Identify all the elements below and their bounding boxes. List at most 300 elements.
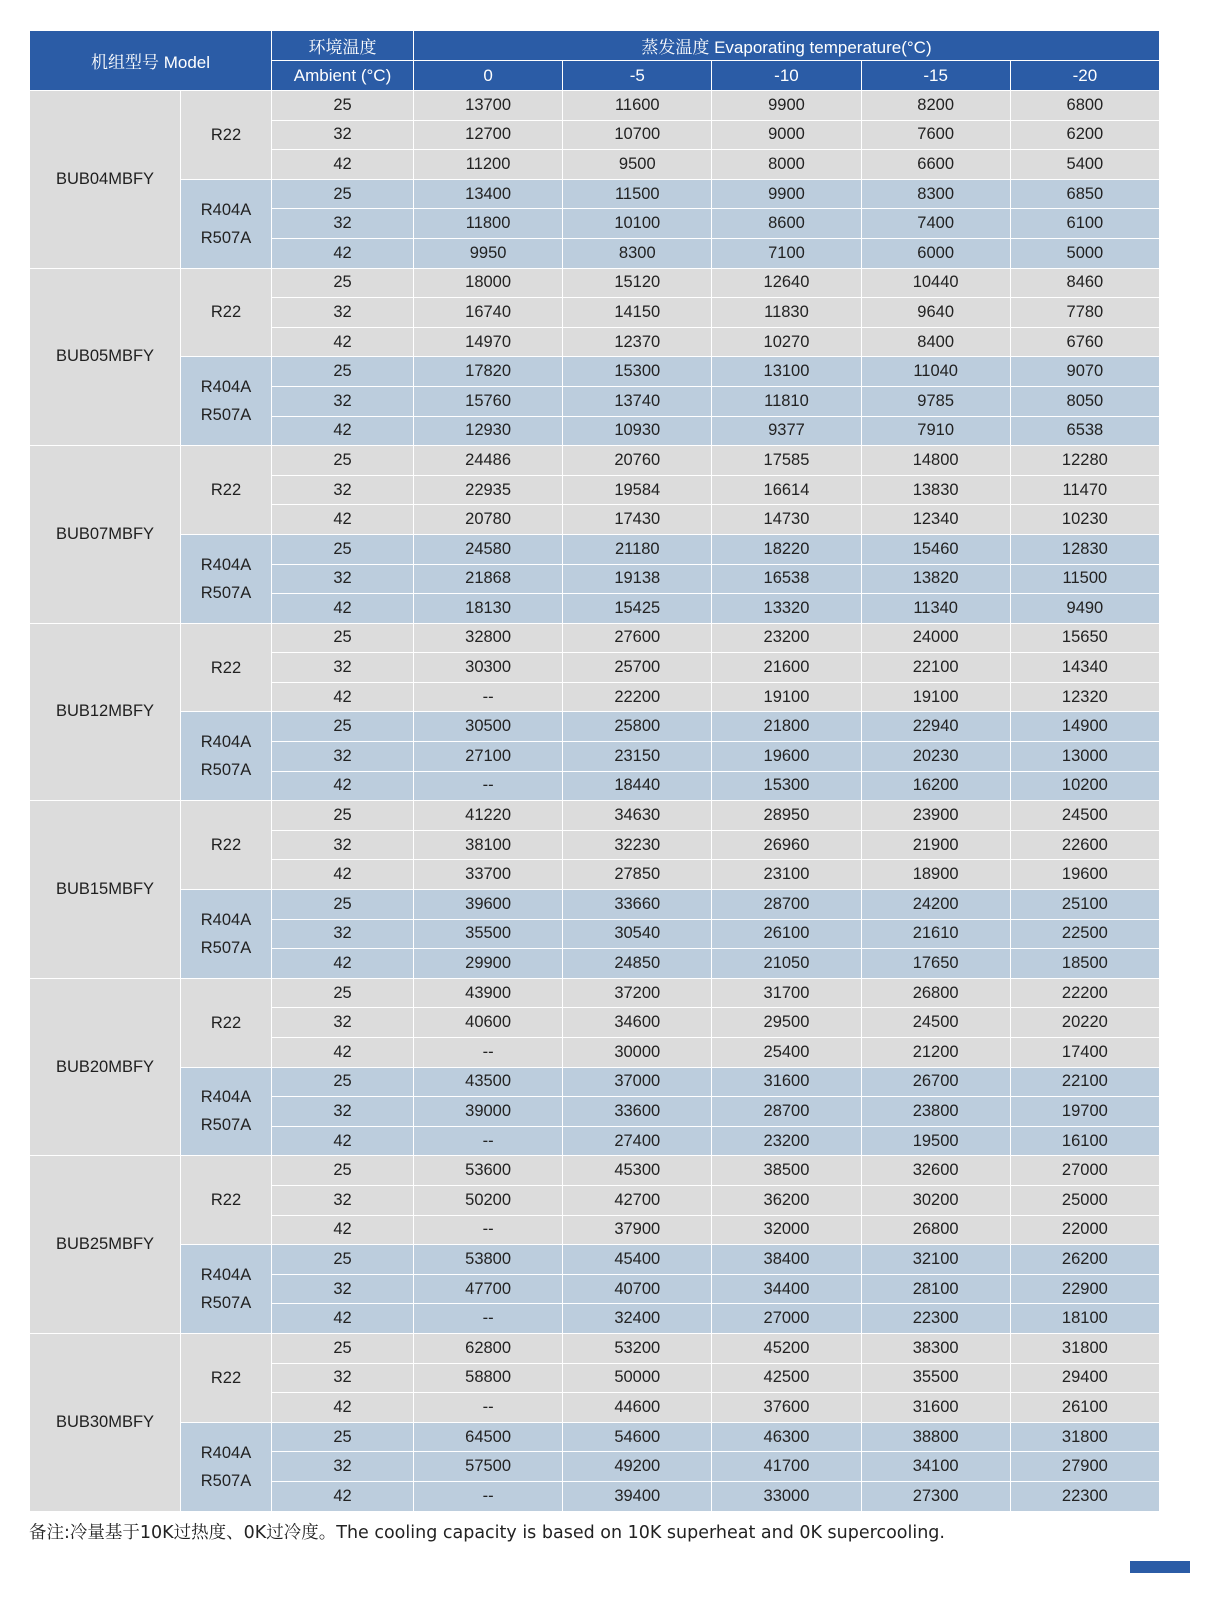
- capacity-value-cell: 16100: [1010, 1126, 1159, 1156]
- table-row: [30, 1422, 1160, 1452]
- refrigerant-cell: [181, 623, 272, 712]
- refrigerant-label: R507A: [200, 228, 252, 247]
- ambient-temp-cell: 32: [272, 1185, 414, 1215]
- capacity-value-cell: 17430: [563, 505, 712, 535]
- refrigerant-cell: [181, 1245, 272, 1334]
- capacity-value-cell: 5000: [1010, 238, 1159, 268]
- refrigerant-label: R404A: [200, 1088, 252, 1107]
- capacity-value-cell: --: [414, 1038, 563, 1068]
- capacity-value-cell: 22200: [563, 682, 712, 712]
- ambient-temp-cell: 25: [272, 801, 414, 831]
- ambient-temp-cell: 42: [272, 771, 414, 801]
- ambient-temp-cell: 25: [272, 1067, 414, 1097]
- capacity-value-cell: 32230: [563, 830, 712, 860]
- capacity-value-cell: 15425: [563, 594, 712, 624]
- capacity-value-cell: 39600: [414, 890, 563, 920]
- capacity-value-cell: 13000: [1010, 742, 1159, 772]
- ambient-temp-cell: 32: [272, 653, 414, 683]
- model-name-cell: BUB04MBFY: [30, 91, 181, 269]
- ambient-temp-cell: 42: [272, 505, 414, 535]
- capacity-value-cell: 23150: [563, 742, 712, 772]
- table-row: [30, 268, 1160, 298]
- capacity-value-cell: 33660: [563, 890, 712, 920]
- ambient-temp-cell: 25: [272, 1245, 414, 1275]
- capacity-value-cell: 23800: [861, 1097, 1010, 1127]
- capacity-value-cell: 17400: [1010, 1038, 1159, 1068]
- ambient-temp-cell: 32: [272, 1097, 414, 1127]
- table-row: [30, 801, 1160, 831]
- ambient-temp-cell: 25: [272, 978, 414, 1008]
- refrigerant-label: R507A: [200, 1116, 252, 1135]
- evap-temp-header: -10: [712, 61, 861, 91]
- ambient-temp-cell: 25: [272, 1156, 414, 1186]
- capacity-value-cell: 16740: [414, 298, 563, 328]
- capacity-value-cell: 10440: [861, 268, 1010, 298]
- refrigerant-cell: [181, 534, 272, 623]
- ambient-temp-cell: 42: [272, 949, 414, 979]
- refrigerant-label: R404A: [200, 378, 252, 397]
- capacity-value-cell: 13700: [414, 91, 563, 121]
- capacity-value-cell: 9785: [861, 386, 1010, 416]
- capacity-value-cell: 12370: [563, 327, 712, 357]
- capacity-value-cell: 24500: [1010, 801, 1159, 831]
- ambient-temp-cell: 32: [272, 742, 414, 772]
- table-row: [30, 623, 1160, 653]
- capacity-value-cell: 37900: [563, 1215, 712, 1245]
- capacity-value-cell: 22935: [414, 475, 563, 505]
- capacity-value-cell: 19100: [712, 682, 861, 712]
- capacity-value-cell: 27000: [1010, 1156, 1159, 1186]
- refrigerant-label: R22: [210, 303, 242, 322]
- capacity-value-cell: 8000: [712, 150, 861, 180]
- capacity-value-cell: 38300: [861, 1333, 1010, 1363]
- capacity-value-cell: 7780: [1010, 298, 1159, 328]
- capacity-value-cell: 30000: [563, 1038, 712, 1068]
- capacity-value-cell: 15460: [861, 534, 1010, 564]
- capacity-value-cell: 6600: [861, 150, 1010, 180]
- capacity-value-cell: 49200: [563, 1452, 712, 1482]
- evap-temp-header: -20: [1010, 61, 1159, 91]
- model-name-cell: BUB12MBFY: [30, 623, 181, 801]
- capacity-value-cell: 23100: [712, 860, 861, 890]
- capacity-value-cell: 16614: [712, 475, 861, 505]
- capacity-value-cell: 25700: [563, 653, 712, 683]
- capacity-value-cell: 31600: [861, 1393, 1010, 1423]
- capacity-value-cell: 11470: [1010, 475, 1159, 505]
- capacity-value-cell: 22500: [1010, 919, 1159, 949]
- capacity-value-cell: 53200: [563, 1333, 712, 1363]
- capacity-value-cell: 40600: [414, 1008, 563, 1038]
- capacity-value-cell: 27400: [563, 1126, 712, 1156]
- ambient-temp-cell: 42: [272, 327, 414, 357]
- capacity-value-cell: 9640: [861, 298, 1010, 328]
- table-row: [30, 1245, 1160, 1275]
- evap-temp-header: 0: [414, 61, 563, 91]
- evap-temp-header: -5: [563, 61, 712, 91]
- table-row: [30, 890, 1160, 920]
- capacity-value-cell: 13830: [861, 475, 1010, 505]
- capacity-value-cell: 26100: [712, 919, 861, 949]
- capacity-value-cell: 31700: [712, 978, 861, 1008]
- capacity-value-cell: 8300: [861, 179, 1010, 209]
- capacity-value-cell: 18220: [712, 534, 861, 564]
- capacity-value-cell: 14800: [861, 446, 1010, 476]
- capacity-value-cell: 27600: [563, 623, 712, 653]
- capacity-value-cell: 11040: [861, 357, 1010, 387]
- ambient-temp-cell: 25: [272, 357, 414, 387]
- ambient-temp-cell: 25: [272, 890, 414, 920]
- capacity-value-cell: 28700: [712, 1097, 861, 1127]
- capacity-value-cell: 45200: [712, 1333, 861, 1363]
- capacity-value-cell: 24500: [861, 1008, 1010, 1038]
- capacity-value-cell: 22100: [1010, 1067, 1159, 1097]
- capacity-value-cell: 32000: [712, 1215, 861, 1245]
- table-row: [30, 446, 1160, 476]
- capacity-value-cell: 10230: [1010, 505, 1159, 535]
- table-row: [30, 1333, 1160, 1363]
- capacity-value-cell: 22300: [1010, 1481, 1159, 1511]
- capacity-value-cell: 13740: [563, 386, 712, 416]
- capacity-value-cell: 13100: [712, 357, 861, 387]
- capacity-value-cell: 13400: [414, 179, 563, 209]
- ambient-temp-cell: 42: [272, 682, 414, 712]
- capacity-value-cell: 22940: [861, 712, 1010, 742]
- capacity-value-cell: 22300: [861, 1304, 1010, 1334]
- capacity-value-cell: 6800: [1010, 91, 1159, 121]
- capacity-value-cell: 30300: [414, 653, 563, 683]
- refrigerant-label: R507A: [200, 761, 252, 780]
- capacity-value-cell: 22900: [1010, 1274, 1159, 1304]
- refrigerant-label: R22: [210, 1013, 242, 1032]
- model-name-cell: BUB20MBFY: [30, 978, 181, 1156]
- capacity-value-cell: 8050: [1010, 386, 1159, 416]
- capacity-value-cell: 20780: [414, 505, 563, 535]
- table-row: [30, 357, 1160, 387]
- capacity-value-cell: 45300: [563, 1156, 712, 1186]
- ambient-temp-cell: 32: [272, 830, 414, 860]
- model-name-cell: BUB05MBFY: [30, 268, 181, 446]
- capacity-value-cell: 26800: [861, 1215, 1010, 1245]
- capacity-value-cell: 27850: [563, 860, 712, 890]
- capacity-value-cell: 29900: [414, 949, 563, 979]
- refrigerant-label: R22: [210, 1368, 242, 1387]
- capacity-value-cell: --: [414, 682, 563, 712]
- refrigerant-cell: [181, 268, 272, 357]
- capacity-value-cell: 22600: [1010, 830, 1159, 860]
- refrigerant-cell: [181, 1156, 272, 1245]
- refrigerant-cell: [181, 978, 272, 1067]
- ambient-temp-cell: 32: [272, 475, 414, 505]
- refrigerant-cell: [181, 91, 272, 180]
- capacity-value-cell: 25000: [1010, 1185, 1159, 1215]
- capacity-value-cell: 21200: [861, 1038, 1010, 1068]
- capacity-value-cell: 32100: [861, 1245, 1010, 1275]
- capacity-value-cell: 37200: [563, 978, 712, 1008]
- capacity-value-cell: 28100: [861, 1274, 1010, 1304]
- capacity-value-cell: 37600: [712, 1393, 861, 1423]
- capacity-value-cell: 25400: [712, 1038, 861, 1068]
- capacity-value-cell: 33000: [712, 1481, 861, 1511]
- ambient-temp-cell: 42: [272, 1038, 414, 1068]
- ambient-header-en: Ambient (°C): [272, 61, 414, 91]
- capacity-value-cell: 19100: [861, 682, 1010, 712]
- capacity-value-cell: 18900: [861, 860, 1010, 890]
- refrigerant-label: R22: [210, 658, 242, 677]
- capacity-value-cell: 22100: [861, 653, 1010, 683]
- capacity-value-cell: 8400: [861, 327, 1010, 357]
- capacity-value-cell: 34600: [563, 1008, 712, 1038]
- capacity-value-cell: 29500: [712, 1008, 861, 1038]
- capacity-value-cell: 16200: [861, 771, 1010, 801]
- ambient-temp-cell: 25: [272, 268, 414, 298]
- capacity-value-cell: 43500: [414, 1067, 563, 1097]
- capacity-value-cell: 41220: [414, 801, 563, 831]
- capacity-value-cell: 42500: [712, 1363, 861, 1393]
- capacity-value-cell: 17820: [414, 357, 563, 387]
- capacity-value-cell: 9900: [712, 179, 861, 209]
- table-row: [30, 1156, 1160, 1186]
- ambient-temp-cell: 32: [272, 386, 414, 416]
- capacity-value-cell: 26800: [861, 978, 1010, 1008]
- table-row: [30, 1067, 1160, 1097]
- capacity-value-cell: 34400: [712, 1274, 861, 1304]
- capacity-value-cell: 12340: [861, 505, 1010, 535]
- refrigerant-cell: [181, 801, 272, 890]
- refrigerant-label: R22: [210, 125, 242, 144]
- refrigerant-cell: [181, 446, 272, 535]
- ambient-temp-cell: 42: [272, 1215, 414, 1245]
- table-row: [30, 91, 1160, 121]
- capacity-value-cell: 58800: [414, 1363, 563, 1393]
- capacity-value-cell: 18500: [1010, 949, 1159, 979]
- capacity-value-cell: 45400: [563, 1245, 712, 1275]
- capacity-value-cell: 19700: [1010, 1097, 1159, 1127]
- capacity-value-cell: 27300: [861, 1481, 1010, 1511]
- capacity-value-cell: 20760: [563, 446, 712, 476]
- ambient-temp-cell: 42: [272, 594, 414, 624]
- ambient-temp-cell: 25: [272, 712, 414, 742]
- refrigerant-label: R22: [210, 836, 242, 855]
- ambient-temp-cell: 32: [272, 1274, 414, 1304]
- capacity-value-cell: 6100: [1010, 209, 1159, 239]
- refrigerant-label: R404A: [200, 910, 252, 929]
- capacity-value-cell: --: [414, 1304, 563, 1334]
- capacity-value-cell: 14150: [563, 298, 712, 328]
- capacity-value-cell: 32800: [414, 623, 563, 653]
- capacity-value-cell: 6850: [1010, 179, 1159, 209]
- capacity-value-cell: 28950: [712, 801, 861, 831]
- refrigerant-cell: [181, 179, 272, 268]
- refrigerant-label: R507A: [200, 406, 252, 425]
- ambient-temp-cell: 25: [272, 534, 414, 564]
- capacity-value-cell: 9500: [563, 150, 712, 180]
- capacity-value-cell: 14900: [1010, 712, 1159, 742]
- capacity-value-cell: 9070: [1010, 357, 1159, 387]
- capacity-value-cell: 23900: [861, 801, 1010, 831]
- capacity-value-cell: 34100: [861, 1452, 1010, 1482]
- capacity-value-cell: 31800: [1010, 1333, 1159, 1363]
- capacity-value-cell: 6000: [861, 238, 1010, 268]
- capacity-value-cell: 15120: [563, 268, 712, 298]
- refrigerant-cell: [181, 1067, 272, 1156]
- capacity-value-cell: 15760: [414, 386, 563, 416]
- table-row: [30, 978, 1160, 1008]
- capacity-value-cell: 35500: [414, 919, 563, 949]
- capacity-value-cell: 47700: [414, 1274, 563, 1304]
- capacity-value-cell: 11800: [414, 209, 563, 239]
- model-column-header: 机组型号 Model: [30, 31, 272, 91]
- capacity-value-cell: 18130: [414, 594, 563, 624]
- capacity-value-cell: 9900: [712, 91, 861, 121]
- cooling-capacity-table: [29, 30, 1160, 1512]
- capacity-value-cell: 53600: [414, 1156, 563, 1186]
- capacity-value-cell: 42700: [563, 1185, 712, 1215]
- capacity-value-cell: 38100: [414, 830, 563, 860]
- capacity-value-cell: 24486: [414, 446, 563, 476]
- evaporating-temperature-header: 蒸发温度 Evaporating temperature(°C): [414, 31, 1160, 61]
- capacity-value-cell: 9000: [712, 120, 861, 150]
- capacity-value-cell: 14340: [1010, 653, 1159, 683]
- capacity-value-cell: --: [414, 1481, 563, 1511]
- capacity-value-cell: 17585: [712, 446, 861, 476]
- capacity-value-cell: 21800: [712, 712, 861, 742]
- capacity-value-cell: 9377: [712, 416, 861, 446]
- capacity-value-cell: 15300: [712, 771, 861, 801]
- capacity-value-cell: 19600: [1010, 860, 1159, 890]
- page-corner-decoration: [1130, 1561, 1190, 1573]
- ambient-temp-cell: 42: [272, 238, 414, 268]
- capacity-value-cell: 26700: [861, 1067, 1010, 1097]
- capacity-value-cell: 6200: [1010, 120, 1159, 150]
- capacity-value-cell: 37000: [563, 1067, 712, 1097]
- capacity-value-cell: 40700: [563, 1274, 712, 1304]
- capacity-value-cell: 17650: [861, 949, 1010, 979]
- capacity-value-cell: 30540: [563, 919, 712, 949]
- footnote: 备注:冷量基于10K过热度、0K过冷度。The cooling capacity is based on 10K superheat and 0K supercooling.: [29, 1523, 945, 1543]
- capacity-value-cell: 26100: [1010, 1393, 1159, 1423]
- capacity-value-cell: 33600: [563, 1097, 712, 1127]
- ambient-temp-cell: 32: [272, 1008, 414, 1038]
- capacity-value-cell: 9490: [1010, 594, 1159, 624]
- capacity-value-cell: --: [414, 1126, 563, 1156]
- capacity-value-cell: 10930: [563, 416, 712, 446]
- capacity-value-cell: 21050: [712, 949, 861, 979]
- refrigerant-label: R404A: [200, 200, 252, 219]
- capacity-value-cell: 27000: [712, 1304, 861, 1334]
- capacity-value-cell: 22200: [1010, 978, 1159, 1008]
- ambient-temp-cell: 32: [272, 298, 414, 328]
- ambient-temp-cell: 32: [272, 209, 414, 239]
- refrigerant-label: R22: [210, 481, 242, 500]
- capacity-value-cell: 10700: [563, 120, 712, 150]
- capacity-value-cell: 31600: [712, 1067, 861, 1097]
- ambient-temp-cell: 42: [272, 1481, 414, 1511]
- capacity-value-cell: 25800: [563, 712, 712, 742]
- capacity-value-cell: 23200: [712, 623, 861, 653]
- capacity-value-cell: 50000: [563, 1363, 712, 1393]
- model-name-cell: BUB25MBFY: [30, 1156, 181, 1334]
- capacity-value-cell: 22000: [1010, 1215, 1159, 1245]
- capacity-value-cell: 12830: [1010, 534, 1159, 564]
- ambient-temp-cell: 25: [272, 179, 414, 209]
- capacity-value-cell: 18000: [414, 268, 563, 298]
- table-row: [30, 534, 1160, 564]
- capacity-value-cell: 41700: [712, 1452, 861, 1482]
- capacity-value-cell: 7400: [861, 209, 1010, 239]
- capacity-value-cell: 11500: [1010, 564, 1159, 594]
- capacity-value-cell: 32400: [563, 1304, 712, 1334]
- capacity-value-cell: 11200: [414, 150, 563, 180]
- capacity-value-cell: 20230: [861, 742, 1010, 772]
- capacity-value-cell: 46300: [712, 1422, 861, 1452]
- capacity-value-cell: 21600: [712, 653, 861, 683]
- capacity-value-cell: 7600: [861, 120, 1010, 150]
- ambient-temp-cell: 42: [272, 860, 414, 890]
- refrigerant-label: R404A: [200, 1443, 252, 1462]
- capacity-value-cell: 13820: [861, 564, 1010, 594]
- table-body: [30, 91, 1160, 1512]
- refrigerant-label: R404A: [200, 555, 252, 574]
- capacity-value-cell: 18440: [563, 771, 712, 801]
- capacity-value-cell: 8300: [563, 238, 712, 268]
- refrigerant-label: R22: [210, 1191, 242, 1210]
- ambient-header-cn: 环境温度: [272, 31, 414, 61]
- ambient-temp-cell: 25: [272, 1422, 414, 1452]
- capacity-value-cell: 57500: [414, 1452, 563, 1482]
- capacity-value-cell: 64500: [414, 1422, 563, 1452]
- capacity-value-cell: 24000: [861, 623, 1010, 653]
- capacity-value-cell: 39000: [414, 1097, 563, 1127]
- capacity-value-cell: 21868: [414, 564, 563, 594]
- model-name-cell: BUB15MBFY: [30, 801, 181, 979]
- table-row: [30, 712, 1160, 742]
- refrigerant-cell: [181, 1422, 272, 1511]
- capacity-value-cell: 5400: [1010, 150, 1159, 180]
- capacity-value-cell: 15300: [563, 357, 712, 387]
- capacity-value-cell: --: [414, 771, 563, 801]
- capacity-value-cell: 19138: [563, 564, 712, 594]
- capacity-value-cell: 50200: [414, 1185, 563, 1215]
- model-name-cell: BUB30MBFY: [30, 1333, 181, 1511]
- capacity-value-cell: 10100: [563, 209, 712, 239]
- capacity-value-cell: 14730: [712, 505, 861, 535]
- capacity-value-cell: 11810: [712, 386, 861, 416]
- ambient-temp-cell: 25: [272, 446, 414, 476]
- capacity-value-cell: 15650: [1010, 623, 1159, 653]
- capacity-value-cell: 14970: [414, 327, 563, 357]
- capacity-value-cell: 19500: [861, 1126, 1010, 1156]
- capacity-value-cell: 25100: [1010, 890, 1159, 920]
- ambient-temp-cell: 42: [272, 1126, 414, 1156]
- ambient-temp-cell: 32: [272, 1363, 414, 1393]
- refrigerant-label: R404A: [200, 733, 252, 752]
- capacity-value-cell: 32600: [861, 1156, 1010, 1186]
- capacity-value-cell: 62800: [414, 1333, 563, 1363]
- refrigerant-label: R507A: [200, 938, 252, 957]
- refrigerant-label: R507A: [200, 583, 252, 602]
- capacity-value-cell: 24580: [414, 534, 563, 564]
- refrigerant-label: R507A: [200, 1294, 252, 1313]
- refrigerant-label: R507A: [200, 1471, 252, 1490]
- capacity-value-cell: 10200: [1010, 771, 1159, 801]
- capacity-value-cell: 34630: [563, 801, 712, 831]
- capacity-value-cell: 43900: [414, 978, 563, 1008]
- capacity-value-cell: --: [414, 1215, 563, 1245]
- refrigerant-cell: [181, 712, 272, 801]
- capacity-value-cell: 33700: [414, 860, 563, 890]
- capacity-value-cell: 8600: [712, 209, 861, 239]
- capacity-value-cell: 12280: [1010, 446, 1159, 476]
